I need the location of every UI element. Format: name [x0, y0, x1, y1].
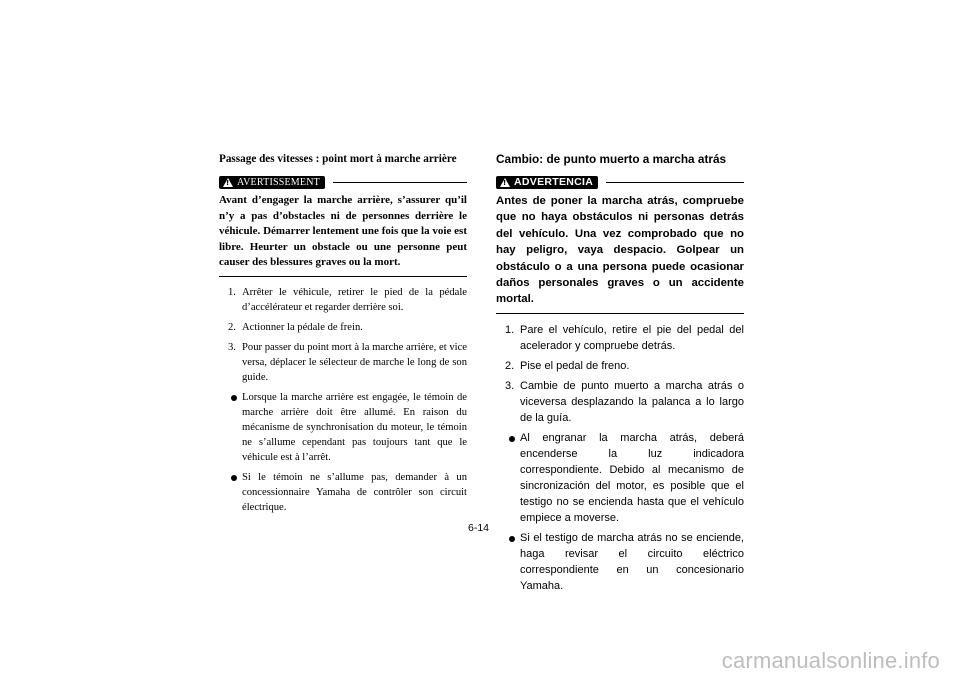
step-item — [219, 340, 467, 385]
step-text: Pise el pedal de freno. — [520, 359, 630, 372]
instruction-list — [219, 285, 467, 515]
bullet-text: Si el testigo de marcha atrás no se enciende, haga revisar el circuito eléctrico correspondiente en un concesionario Yamaha. — [520, 531, 744, 592]
spanish-column — [496, 152, 744, 598]
step-text: Pare el vehículo, retire el pie del pedal del acelerador y compruebe detrás. — [520, 323, 744, 352]
step-text: Arrêter le véhicule, retirer le pied de la pédale d’accélérateur et regarder derrière soi. — [242, 286, 467, 313]
bullet-icon — [509, 436, 515, 442]
step-item — [219, 320, 467, 335]
step-item — [219, 285, 467, 315]
step-number: 3. — [228, 341, 236, 353]
step-number: 2. — [505, 359, 515, 372]
warning-label: AVERTISSEMENT — [237, 176, 320, 188]
step-number: 2. — [228, 321, 236, 333]
bullet-text: Al engranar la marcha atrás, deberá encenderse la luz indicadora correspondiente. Debido al mecanismo de sincronización del motor, es posible que el testigo no se encienda hasta que el vehículo empiece a moverse. — [520, 431, 744, 524]
warning-label: ADVERTENCIA — [514, 175, 594, 188]
instruction-list — [496, 322, 744, 594]
step-item — [496, 322, 744, 354]
bullet-item — [496, 430, 744, 526]
warning-rule — [333, 182, 467, 183]
warning-triangle-icon — [223, 178, 233, 187]
warning-header — [496, 175, 744, 189]
french-column — [219, 152, 467, 520]
section-heading: Cambio: de punto muerto a marcha atrás — [496, 152, 727, 166]
warning-badge — [496, 176, 598, 189]
step-item — [496, 358, 744, 374]
bullet-text: Lorsque la marche arrière est engagée, le témoin de marche arrière doit être allumé. En raison du mécanisme de synchronisation du moteur, le témoin ne s’allume cependant pas toujours tant que le véhicule est à l’arrêt. — [242, 391, 467, 463]
bullet-item — [219, 470, 467, 515]
warning-badge — [219, 176, 325, 189]
section-heading: Passage des vitesses : point mort à marche arrière — [219, 153, 457, 165]
step-text: Actionner la pédale de frein. — [242, 321, 363, 333]
bullet-icon — [231, 395, 237, 401]
bullet-text: Si le témoin ne s’allume pas, demander à un concessionnaire Yamaha de contrôler son circuit électrique. — [242, 471, 467, 513]
step-item — [496, 378, 744, 426]
warning-header — [219, 175, 467, 189]
warning-text: Avant d’engager la marche arrière, s’assurer qu’il n’y a pas d’obstacles ni de personnes derrière le véhicule. Démarrer lentement une fois que la voie est libre. Heurter un obstacle ou une personne peut causer des blessures graves ou la mort. — [219, 193, 467, 277]
bullet-item — [496, 530, 744, 594]
watermark: carmanualsonline.info — [721, 648, 940, 673]
step-text: Pour passer du point mort à la marche arrière, et vice versa, déplacer le sélecteur de marche le long de son guide. — [242, 341, 467, 383]
step-number: 1. — [228, 286, 236, 298]
page-number: 6-14 — [468, 522, 490, 534]
step-number: 3. — [505, 379, 515, 392]
warning-rule — [606, 182, 744, 183]
bullet-item — [219, 390, 467, 465]
warning-text: Antes de poner la marcha atrás, compruebe que no haya obstáculos ni personas detrás del vehículo. Una vez comprobado que no hay peligro, vaya despacio. Golpear un obstáculo o a una persona puede ocasionar daños personales graves o un accidente mortal. — [496, 193, 744, 314]
bullet-icon — [231, 475, 237, 481]
bullet-icon — [509, 536, 515, 542]
step-text: Cambie de punto muerto a marcha atrás o viceversa desplazando la palanca a lo largo de la guía. — [520, 379, 744, 424]
warning-triangle-icon — [500, 178, 510, 187]
step-number: 1. — [505, 323, 515, 336]
